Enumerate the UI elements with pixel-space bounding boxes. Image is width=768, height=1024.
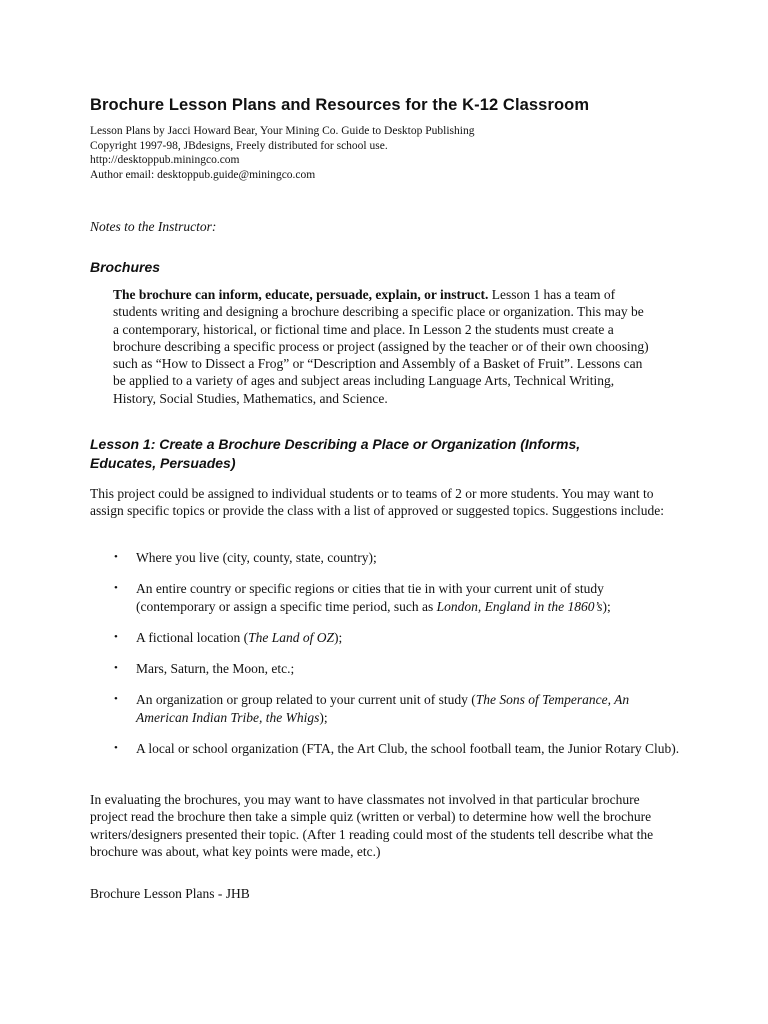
list-item-example: London, England in the 1860’s: [436, 598, 603, 614]
evaluation-paragraph: In evaluating the brochures, you may want to have classmates not involved in that particular brochure project read the brochure then take a simple quiz (written or verbal) to determine how well the brochure writers/designers presented their topic. (After 1 reading could most of the students tell describe what the brochure was about, what key points were made, etc.): [90, 792, 654, 859]
website-url: http://desktoppub.miningco.com: [90, 154, 240, 166]
author-info: [90, 124, 474, 182]
copyright-line: Copyright 1997-98, JBdesigns, Freely distributed for school use.: [90, 139, 388, 152]
list-item-text-end: );: [602, 598, 611, 614]
list-item-example: The Sons of Temperance, An American Indian Tribe, the Whigs: [136, 692, 630, 725]
intro-lead: The brochure can inform, educate, persuade, explain, or instruct.: [113, 287, 489, 302]
list-item-text-end: );: [319, 709, 328, 725]
list-item-text: Where you live (city, county, state, country);: [136, 550, 377, 565]
bullet-icon: •: [114, 551, 118, 563]
intro-paragraph: [113, 286, 653, 407]
list-item-text: An entire country or specific regions or cities that tie in with your current unit of study (contemporary or assign a specific time period, such as: [136, 581, 604, 614]
bullet-icon: •: [114, 662, 118, 675]
list-item-text: An organization or group related to your current unit of study (: [136, 692, 476, 708]
page-footer: Brochure Lesson Plans - JHB: [90, 886, 250, 901]
list-item: [90, 740, 680, 757]
list-item: [90, 660, 680, 677]
list-item-text: Mars, Saturn, the Moon, etc.;: [136, 661, 295, 677]
bullet-icon: •: [114, 630, 118, 643]
list-item-example: The Land of OZ: [248, 629, 334, 645]
lesson1-paragraph: This project could be assigned to individual students or to teams of 2 or more students. You may want to assign specific topics or provide the class with a list of approved or suggested topics. Suggestions include:: [90, 486, 665, 519]
intro-body: Lesson 1 has a team of students writing and designing a brochure describing a specific place or organization. This may be a contemporary, historical, or fictional time and place. In Lesson 2 the students must create a brochure describing a specific process or project (assigned by the teacher or of their own choosing) such as “How to Dissect a Frog” or “Description and Assembly of a Basket of Fruit”. Lessons can be applied to a variety of ages and subject areas including Language Arts, Technical Writing, History, Social Studies, Mathematics, and Science.: [113, 287, 649, 406]
brochures-heading: Brochures: [90, 259, 161, 275]
bullet-icon: •: [114, 582, 118, 595]
list-item: [90, 549, 680, 566]
list-item-text: A local or school organization (FTA, the Art Club, the school football team, the Junior Rotary Club).: [136, 741, 680, 757]
list-item: [90, 580, 680, 615]
lesson1-heading: Lesson 1: Create a Brochure Describing a Place or Organization (Informs, Educates, Persuades): [90, 436, 581, 471]
author-email: Author email: desktoppub.guide@miningco.com: [90, 168, 316, 181]
bullet-icon: •: [114, 742, 118, 755]
list-item: [90, 691, 680, 726]
list-item-text-end: );: [334, 629, 343, 645]
document-title: Brochure Lesson Plans and Resources for the K-12 Classroom: [90, 96, 590, 114]
bullet-icon: •: [114, 693, 118, 706]
suggestions-list: [90, 549, 680, 771]
list-item-text: A fictional location (: [136, 629, 249, 645]
author-line: Lesson Plans by Jacci Howard Bear, Your Mining Co. Guide to Desktop Publishing: [90, 125, 475, 137]
list-item: [90, 629, 680, 646]
notes-heading: Notes to the Instructor:: [90, 219, 217, 234]
